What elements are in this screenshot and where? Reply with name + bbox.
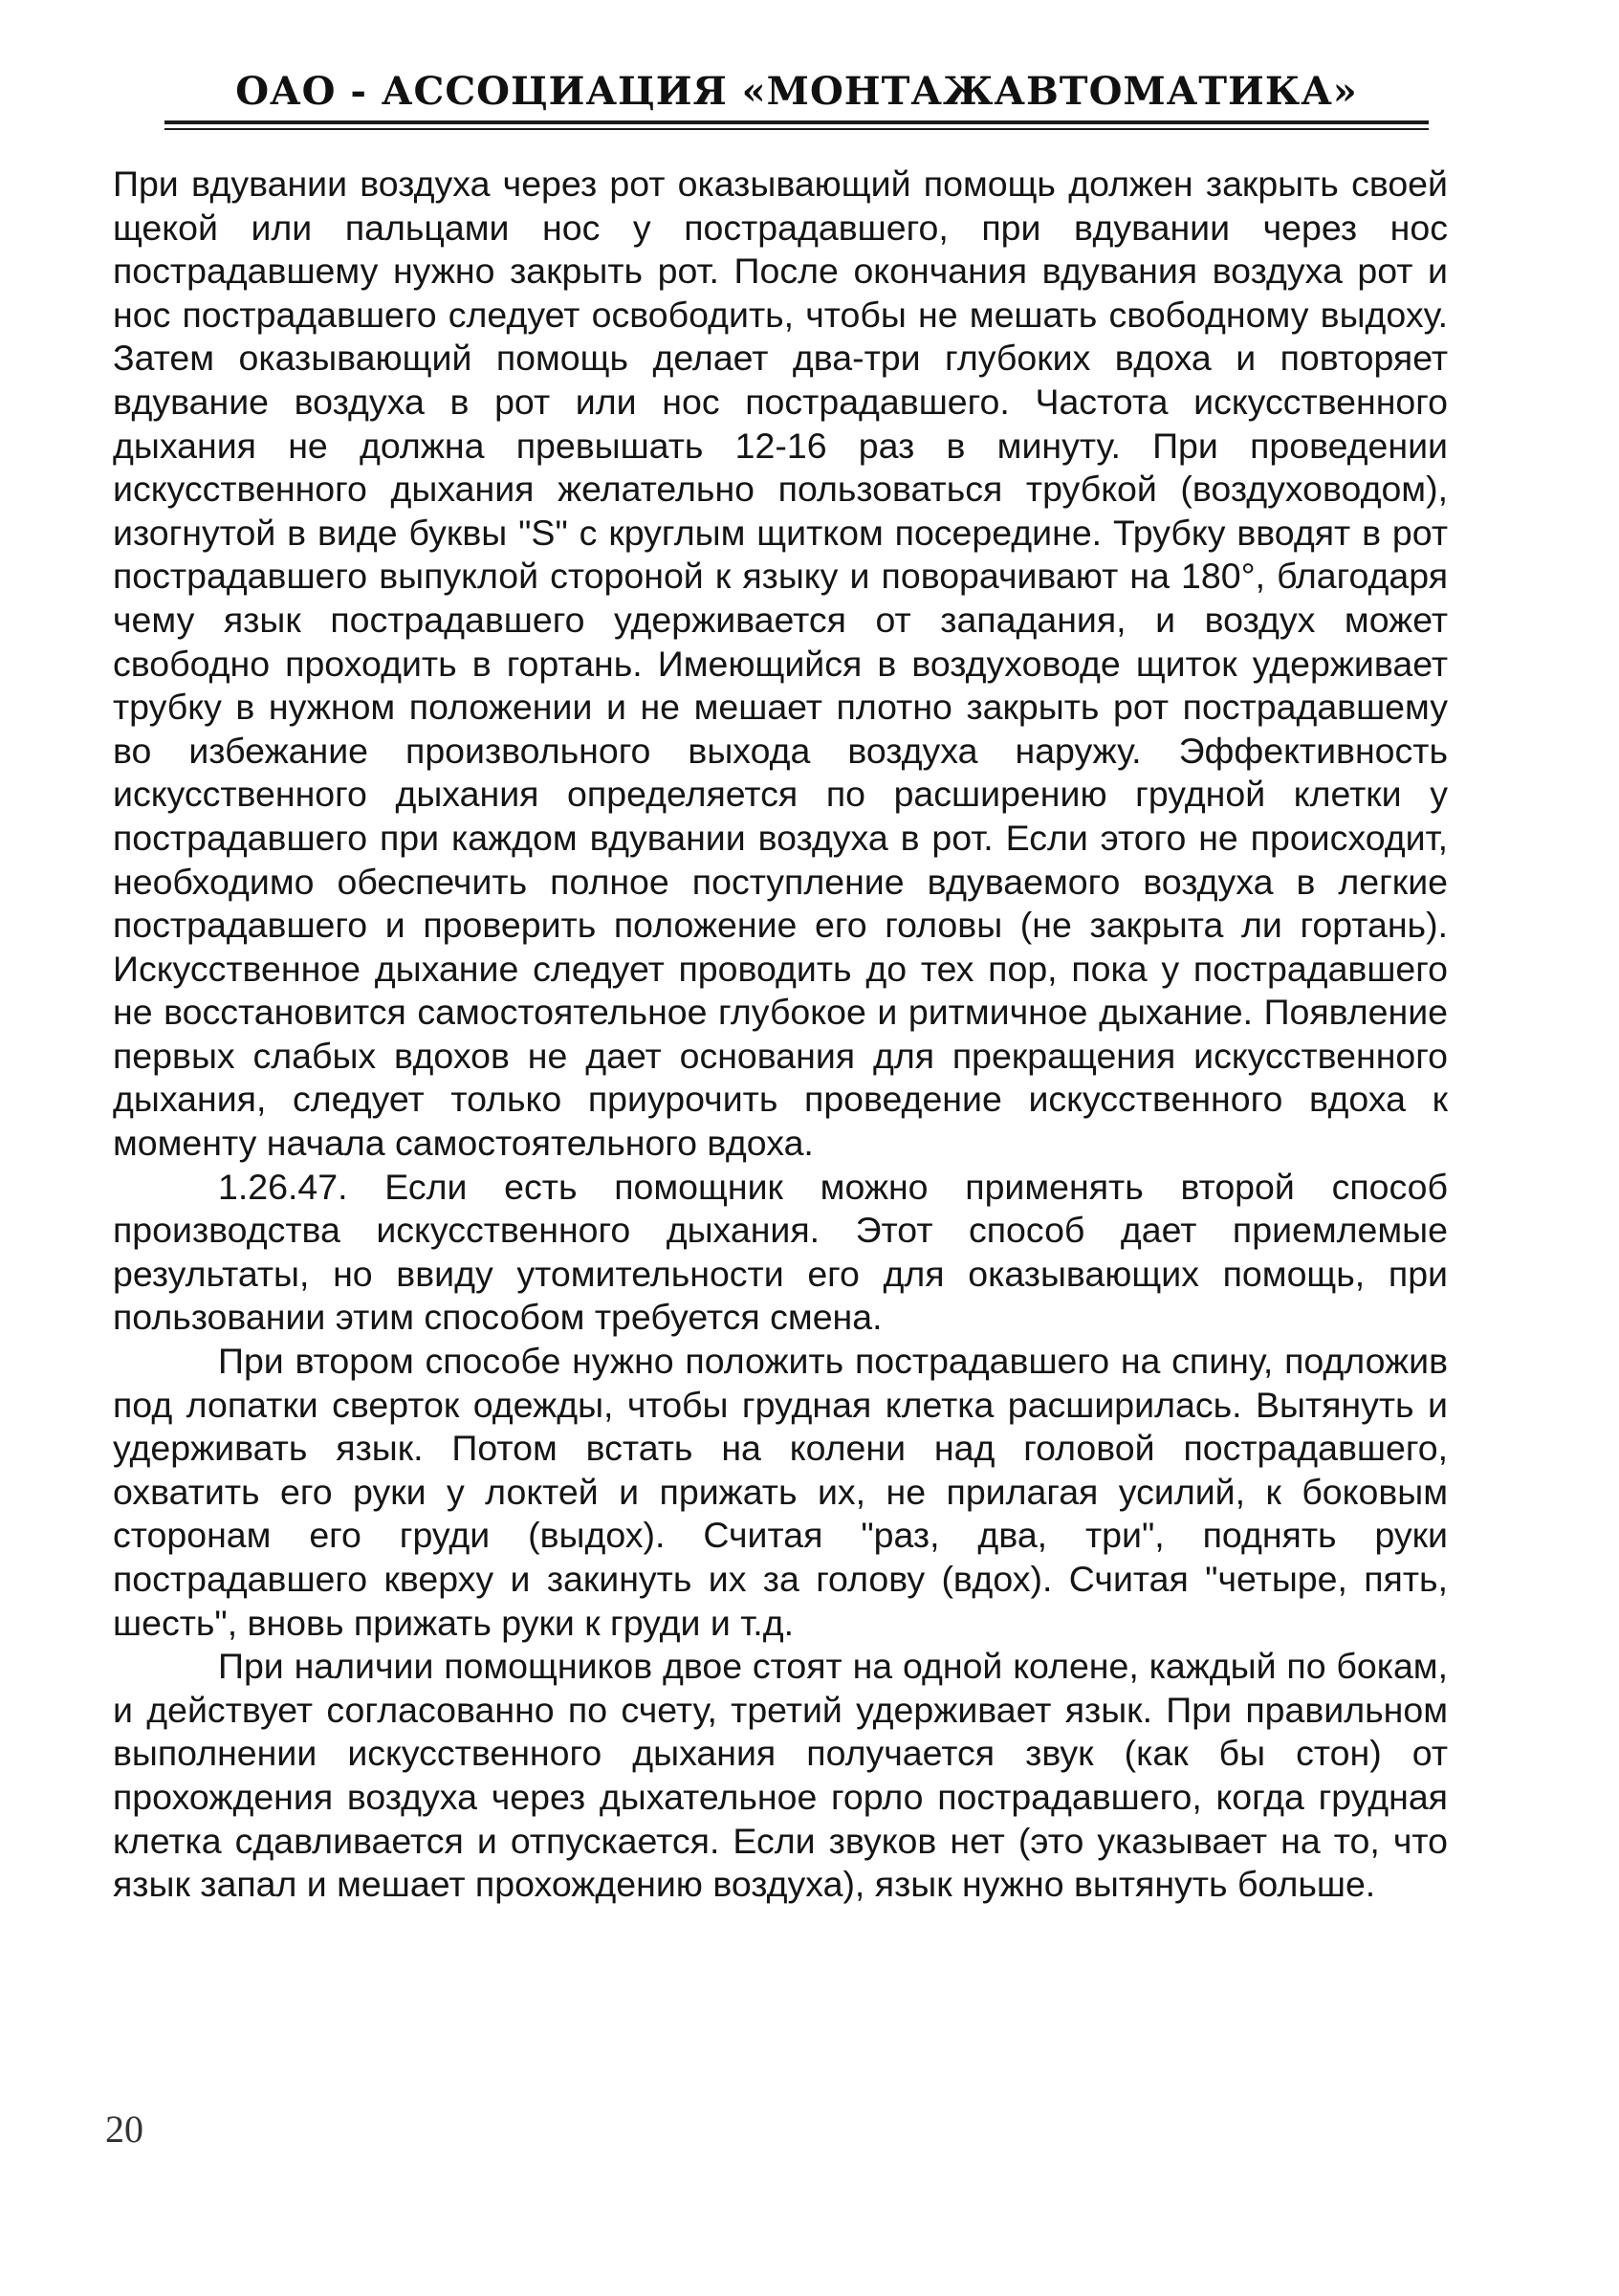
page-header [164, 59, 1429, 136]
paragraph-1: При вдувании воздуха через рот оказывающий помощь должен закрыть своей щекой или пальцами нос у пострадавшего, при вдувании через нос пострадавшему нужно закрыть рот. После окончания вдувания воздуха рот и нос пострадавшего следует освободить, чтобы не мешать свободному выдоху. Затем оказывающий помощь делает два-три глубоких вдоха и повторяет вдувание воздуха в рот или нос пострадавшего. Частота искусственного дыхания не должна превышать 12-16 раз в минуту. При проведении искусственного дыхания желательно пользоваться трубкой (воздуховодом), изогнутой в виде буквы "S" с круглым щитком посередине. Трубку вводят в рот пострадавшего выпуклой стороной к языку и поворачивают на 180°, благодаря чему язык пострадавшего удерживается от западания, и воздух может свободно проходить в гортань. Имеющийся в воздуховоде щиток удерживает трубку в нужном положении и не мешает плотно закрыть рот пострадавшему во избежание произвольного выхода воздуха наружу. Эффективность искусственного дыхания определяется по расширению грудной клетки у пострадавшего при каждом вдувании воздуха в рот. Если этого не происходит, необходимо обеспечить полное поступление вдуваемого воздуха в легкие пострадавшего и проверить положение его головы (не закрыта ли гортань). Искусственное дыхание следует проводить до тех пор, пока у пострадавшего не восстановится самостоятельное глубокое и ритмичное дыхание. Появление первых слабых вдохов не дает основания для прекращения искусственного дыхания, следует только приурочить проведение искусственного вдоха к моменту начала самостоятельного вдоха. [113, 164, 1448, 1164]
header-rule-thick [164, 120, 1429, 124]
page-number: 20 [105, 2108, 143, 2151]
header-rule-thin [164, 128, 1429, 130]
header-title: ОАО - АССОЦИАЦИЯ «МОНТАЖАВТОМАТИКА» [235, 69, 1358, 114]
body-text [113, 163, 1448, 1907]
paragraph-4: При наличии помощников двое стоят на одной колене, каждый по бокам, и действует согласованно по счету, третий удерживает язык. При правильном выполнении искусственного дыхания получается звук (как бы стон) от прохождения воздуха через дыхательное горло пострадавшего, когда грудная клетка сдавливается и отпускается. Если звуков нет (это указывает на то, что язык запал и мешает прохождению воздуха), язык нужно вытянуть больше. [113, 1646, 1448, 1905]
paragraph-3: При втором способе нужно положить пострадавшего на спину, подложив под лопатки сверток одежды, чтобы грудная клетка расширилась. Вытянуть и удерживать язык. Потом встать на колени над головой пострадавшего, охватить его руки у локтей и прижать их, не прилагая усилий, к боковым сторонам его груди (выдох). Считая "раз, два, три", поднять руки пострадавшего кверху и закинуть их за голову (вдох). Считая "четыре, пять, шесть", вновь прижать руки к груди и т.д. [113, 1341, 1448, 1643]
paragraph-2: 1.26.47. Если есть помощник можно применять второй способ производства искусственного дыхания. Этот способ дает приемлемые результаты, но ввиду утомительности его для оказывающих помощь, при пользовании этим способом требуется смена. [113, 1166, 1448, 1338]
